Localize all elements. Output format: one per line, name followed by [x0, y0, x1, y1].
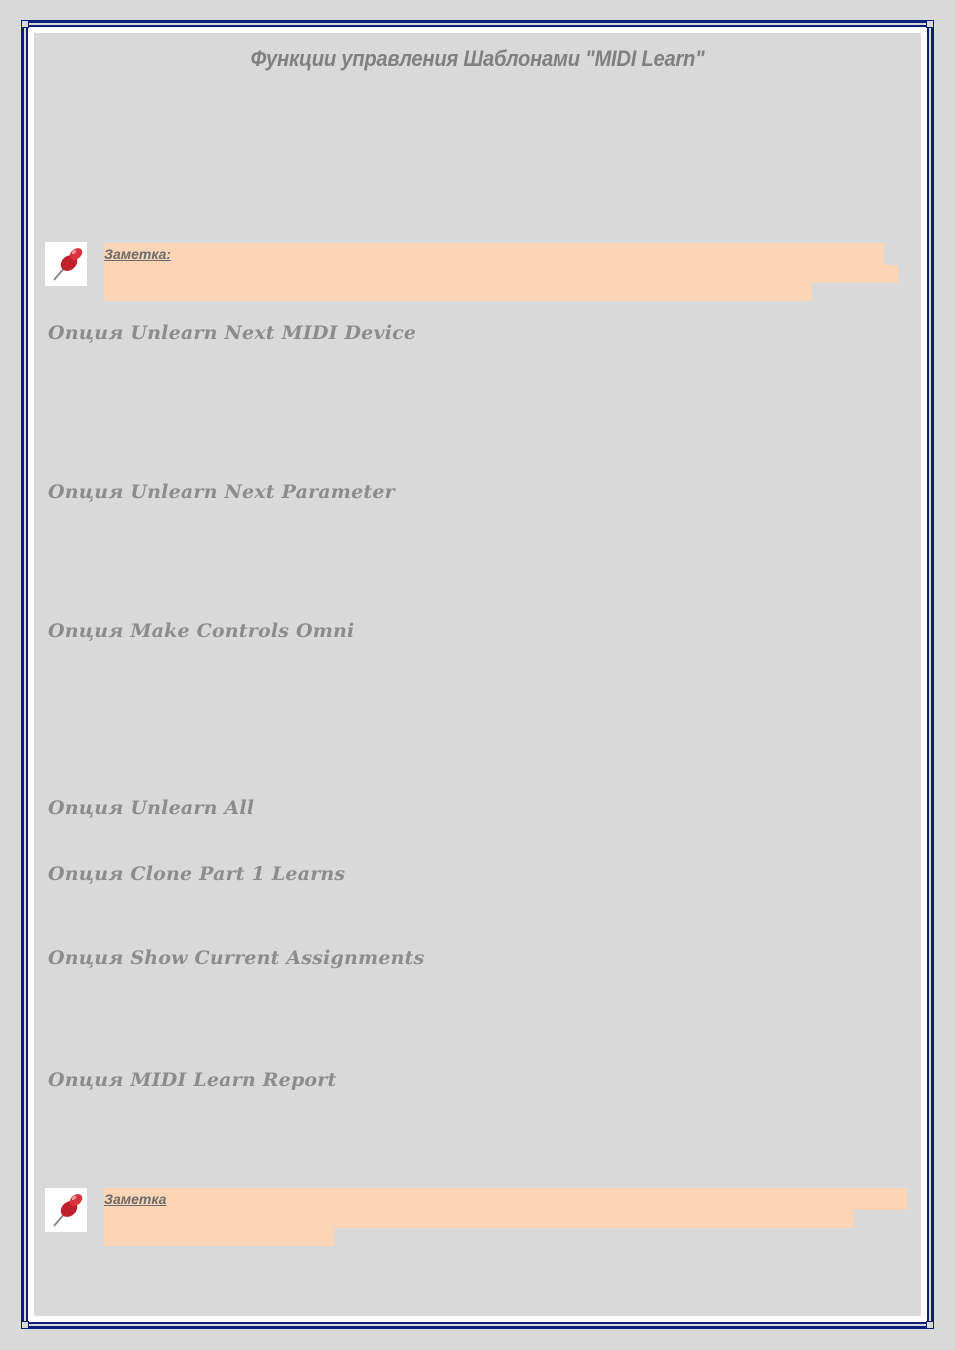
section-heading: Опция MIDI Learn Report	[48, 1069, 337, 1091]
pushpin-icon	[45, 242, 87, 286]
pushpin-icon	[45, 1188, 87, 1232]
note-highlight-line	[104, 1188, 907, 1210]
section-heading: Опция Unlearn All	[48, 797, 255, 819]
section-heading: Опция Clone Part 1 Learns	[48, 863, 346, 885]
note-highlight-line	[104, 1228, 334, 1246]
note-label: Заметка:	[104, 246, 172, 262]
border-corner-top-left	[21, 20, 29, 28]
note-highlight-line	[104, 265, 898, 283]
section-heading: Опция Unlearn Next MIDI Device	[48, 322, 417, 344]
border-corner-top-right	[926, 20, 934, 28]
border-corner-bottom-right	[926, 1321, 934, 1329]
page-border-inner	[28, 27, 927, 1322]
section-heading: Опция Show Current Assignments	[48, 947, 425, 969]
note-highlight-line	[104, 1210, 854, 1228]
note-highlight-line	[104, 243, 884, 265]
border-corner-bottom-left	[21, 1321, 29, 1329]
section-heading: Опция Make Controls Omni	[48, 620, 355, 642]
note-highlight-line	[104, 283, 812, 301]
note-label: Заметка	[104, 1191, 167, 1207]
page-title: Функции управления Шаблонами "MIDI Learn"	[250, 46, 705, 71]
section-heading: Опция Unlearn Next Parameter	[48, 481, 395, 503]
